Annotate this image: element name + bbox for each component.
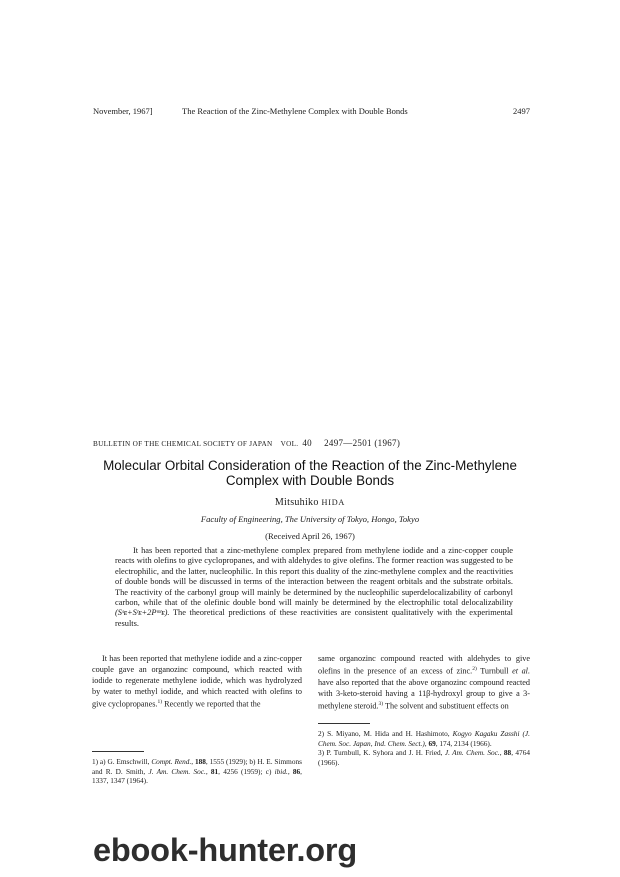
title-line-2: Complex with Double Bonds	[225, 473, 395, 488]
footnote-ref-2: 2)	[472, 666, 477, 672]
author	[60, 497, 560, 508]
body-column-left	[92, 653, 302, 710]
fn3-rest: , 4764 (1966).	[318, 748, 531, 767]
fn1-b-volume: 81	[210, 766, 219, 776]
journal-name: BULLETIN OF THE CHEMICAL SOCIETY OF JAPAN	[93, 440, 273, 448]
fn1-b-rest: , 4256 (1959); c)	[218, 766, 275, 776]
body-col2-text: same organozinc compound reacted with aldehydes to give olefins in the presence of an excess of zinc.	[318, 654, 530, 676]
page-number: 2497	[513, 106, 530, 116]
body-col1-text: It has been reported that methylene iodide and a zinc-copper couple gave an organozinc compound, which reacted with iodide to regenerate methylene iodide, which was hydrolyzed by water to methyl iodide, and which reacted with olefins to give cyclopropanes.	[92, 654, 302, 709]
abstract	[115, 546, 513, 629]
fn2-journal: Kogyo Kagaku Zasshi (J. Chem. Soc. Japan, Ind. Chem. Sect.)	[318, 729, 530, 748]
footnote-2: 2) S. Miyano, M. Hida and H. Hashimoto, Kogyo Kagaku Zasshi (J. Chem. Soc. Japan, Ind. Chem. Sect.), 69, 174, 2134 (1966).	[318, 729, 530, 748]
footnote-3: 3) P. Turnbull, K. Syhora and J. H. Fried, J. Am. Chem. Soc., 88, 4764 (1966).	[318, 748, 531, 767]
fn1-a-journal: Compt. Rend.	[151, 757, 192, 766]
fn1-b-journal: J. Am. Chem. Soc.	[148, 766, 206, 776]
article-title	[60, 458, 560, 488]
running-header-title: The Reaction of the Zinc-Methylene Complex with Double Bonds	[182, 106, 408, 116]
footnote-1: 1) a) G. Emschwill, Compt. Rend., 188, 1555 (1929); b) H. E. Simmons and R. D. Smith, J. Am. Chem. Soc., 81, 4256 (1959); c) ibid., 86, 1337, 1347 (1964).	[92, 757, 302, 786]
author-last-name: HIDA	[321, 498, 346, 507]
fn1-a-rest: , 1555 (1929); b) H. E. Simmons and R. D. Smith,	[92, 757, 302, 776]
fn1-authors: 1) a) G. Emschwill,	[92, 757, 152, 766]
footnote-rule-right	[318, 723, 370, 724]
fn1-c-volume: 86	[292, 766, 301, 776]
fn2-authors: 2) S. Miyano, M. Hida and H. Hashimoto,	[318, 729, 453, 738]
abstract-text-1: It has been reported that a zinc-methylene complex prepared from methylene iodide and a zinc-copper couple reacts with olefins to give cyclopropanes, and with aldehydes to give olefins. The former reaction was suggested to be electrophilic, and the latter, nucleophilic. In this report this duality of the zinc-methylene complex and the reactivities of double bonds will be discussed in terms of the interaction between the reagent orbitals and the substrate orbitals. The reactivity of the carbonyl group will mainly be determined by the nucleophilic superdelocalizability of carbonyl carbon, while that of the olefinic double bond will mainly be determined by the electrophilic total delocalizability	[115, 546, 513, 608]
fn3-authors: 3) P. Turnbull, K. Syhora and J. H. Fried,	[318, 748, 445, 758]
affiliation: Faculty of Engineering, The University of Tokyo, Hongo, Tokyo	[200, 514, 420, 524]
pages-year: 2497—2501 (1967)	[324, 438, 401, 448]
body-column-right	[318, 653, 530, 711]
body-col2-mid-b: have also reported that the above organozinc compound reacted with 3-keto-steroid having a 11β-hydroxyl group to give a 3-methylene steroid.	[318, 677, 530, 711]
running-header-date: November, 1967]	[93, 106, 153, 116]
body-col2-mid-a: Turnbull	[476, 666, 513, 676]
journal-line	[93, 438, 400, 448]
fn2-volume: 69	[428, 738, 436, 748]
fn3-journal: J. Am. Chem. Soc.	[444, 748, 500, 758]
received-date: (Received April 26, 1967)	[265, 531, 355, 541]
fn2-rest: , 174, 2134 (1966).	[435, 738, 492, 748]
body-col1-tail: Recently we reported that the	[162, 699, 261, 709]
footnote-ref-3: 3)	[378, 700, 384, 707]
author-first-name: Mitsuhiko	[274, 497, 319, 508]
fn1-c-rest: , 1337, 1347 (1964).	[92, 766, 302, 786]
footnote-rule-left	[92, 751, 144, 752]
footnotes-2-3	[318, 729, 530, 767]
abstract-text-2: The theoretical predictions of these reactivities are consistent qualitatively with the experimental results.	[115, 608, 513, 628]
watermark: ebook-hunter.org	[93, 832, 358, 868]
footnote-ref-1: 1)	[157, 699, 163, 705]
body-col2-tail: The solvent and substituent effects on	[383, 701, 509, 711]
volume-number: 40	[302, 438, 312, 448]
abstract-formula: (Sˢᴇ+Sᵗᴇ+2Pᵐᵗᴇ).	[115, 608, 170, 618]
fn1-a-volume: 188	[194, 757, 206, 766]
title-line-1: Molecular Orbital Consideration of the Reaction of the Zinc-Methylene	[103, 458, 517, 473]
volume-label: VOL.	[280, 440, 299, 448]
fn3-volume: 88	[503, 748, 512, 758]
et-al: et al.	[512, 666, 531, 676]
fn1-c-journal: ibid.	[274, 766, 288, 776]
